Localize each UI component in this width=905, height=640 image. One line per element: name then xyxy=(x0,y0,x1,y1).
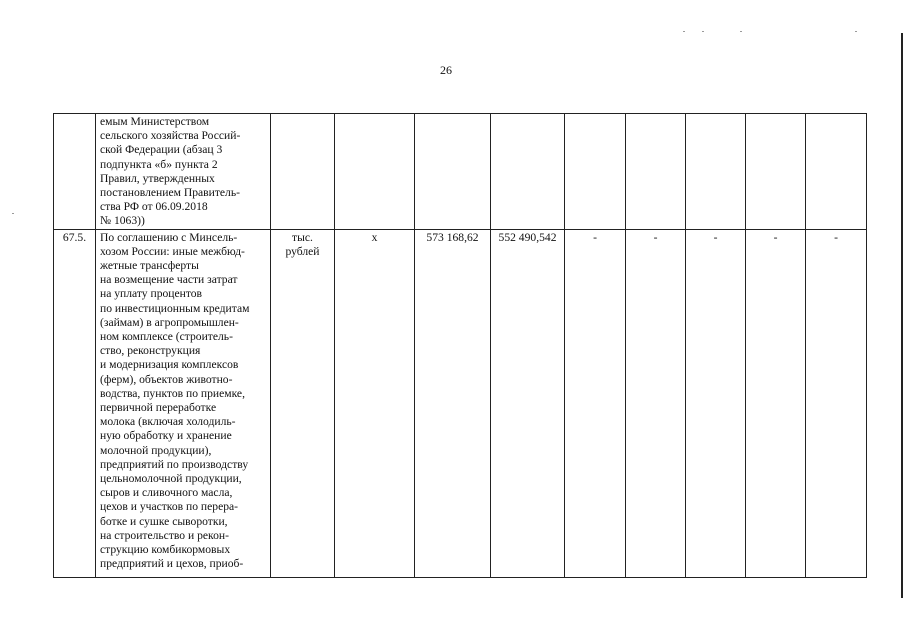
value-cell: 573 168,62 xyxy=(415,229,491,577)
description-line: Правил, утвержденных xyxy=(100,171,215,185)
description-line: водства, пунктов по приемке, xyxy=(100,386,245,400)
table-cell xyxy=(806,114,867,230)
row-number-cell xyxy=(54,114,96,230)
scan-edge-line xyxy=(901,33,903,598)
scan-speck xyxy=(683,31,685,32)
dash-cell: - xyxy=(806,229,867,577)
description-line: ство, реконструкция xyxy=(100,344,201,358)
description-line: молочной продукции), xyxy=(100,443,212,457)
scan-speck xyxy=(12,213,14,214)
description-line: сыров и сливочного масла, xyxy=(100,486,233,500)
value-cell: 552 490,542 xyxy=(491,229,565,577)
dash-cell: - xyxy=(565,229,626,577)
description-cell xyxy=(96,114,271,230)
description-line: первичной переработке xyxy=(100,401,217,415)
description-line: по инвестиционным кредитам xyxy=(100,301,250,315)
description-line: молока (включая холодиль- xyxy=(100,415,236,429)
description-line: постановлением Правитель- xyxy=(100,186,240,200)
table-cell xyxy=(335,114,415,230)
description-line: ства РФ от 06.09.2018 xyxy=(100,200,208,214)
scan-speck xyxy=(702,31,704,32)
row-number-cell: 67.5. xyxy=(54,229,96,577)
dash-cell: - xyxy=(626,229,686,577)
description-line: на возмещение части затрат xyxy=(100,273,238,287)
table-cell xyxy=(565,114,626,230)
description-line: на строительство и рекон- xyxy=(100,528,229,542)
description-line: емым Министерством xyxy=(100,115,210,128)
description-cell xyxy=(96,229,271,577)
page-number: 26 xyxy=(440,63,452,77)
description-line: ную обработку и хранение xyxy=(100,429,232,443)
dash-cell: - xyxy=(746,229,806,577)
description-line: По соглашению с Минсель- xyxy=(100,230,238,244)
description-line: предприятий и цехов, приоб- xyxy=(100,557,244,571)
description-line: на уплату процентов xyxy=(100,287,203,301)
description-line: цехов и участков по перера- xyxy=(100,500,239,514)
description-line: струкцию комбикормовых xyxy=(100,543,231,557)
table-cell xyxy=(626,114,686,230)
unit-line: тыс. xyxy=(292,230,313,244)
dash-cell: - xyxy=(686,229,746,577)
description-line: (ферм), объектов животно- xyxy=(100,372,233,386)
budget-table xyxy=(53,113,867,578)
description-line: ботке и сушке сыворотки, xyxy=(100,514,228,528)
description-line: и модернизация комплексов xyxy=(100,358,239,372)
description-line: подпункта «б» пункта 2 xyxy=(100,157,218,171)
unit-cell xyxy=(271,229,335,577)
table-cell xyxy=(746,114,806,230)
table-cell xyxy=(686,114,746,230)
table-row-continuation xyxy=(54,114,867,230)
scan-speck xyxy=(855,31,857,32)
x-mark-cell: x xyxy=(335,229,415,577)
unit-line: рублей xyxy=(285,244,320,258)
description-line: жетные трансферты xyxy=(100,259,199,273)
description-line: предприятий по производству xyxy=(100,457,249,471)
description-line: сельского хозяйства Россий- xyxy=(100,129,241,143)
table-cell xyxy=(415,114,491,230)
unit-cell xyxy=(271,114,335,230)
scan-speck xyxy=(740,31,742,32)
description-line: цельномолочной продукции, xyxy=(100,472,242,486)
description-line: хозом России: иные межбюд- xyxy=(100,244,245,258)
description-line: ном комплексе (строитель- xyxy=(100,330,233,344)
description-line: ской Федерации (абзац 3 xyxy=(100,143,223,157)
table-row-67-5 xyxy=(54,229,867,577)
description-line: № 1063)) xyxy=(100,214,145,228)
table-cell xyxy=(491,114,565,230)
description-line: (займам) в агропромышлен- xyxy=(100,315,239,329)
